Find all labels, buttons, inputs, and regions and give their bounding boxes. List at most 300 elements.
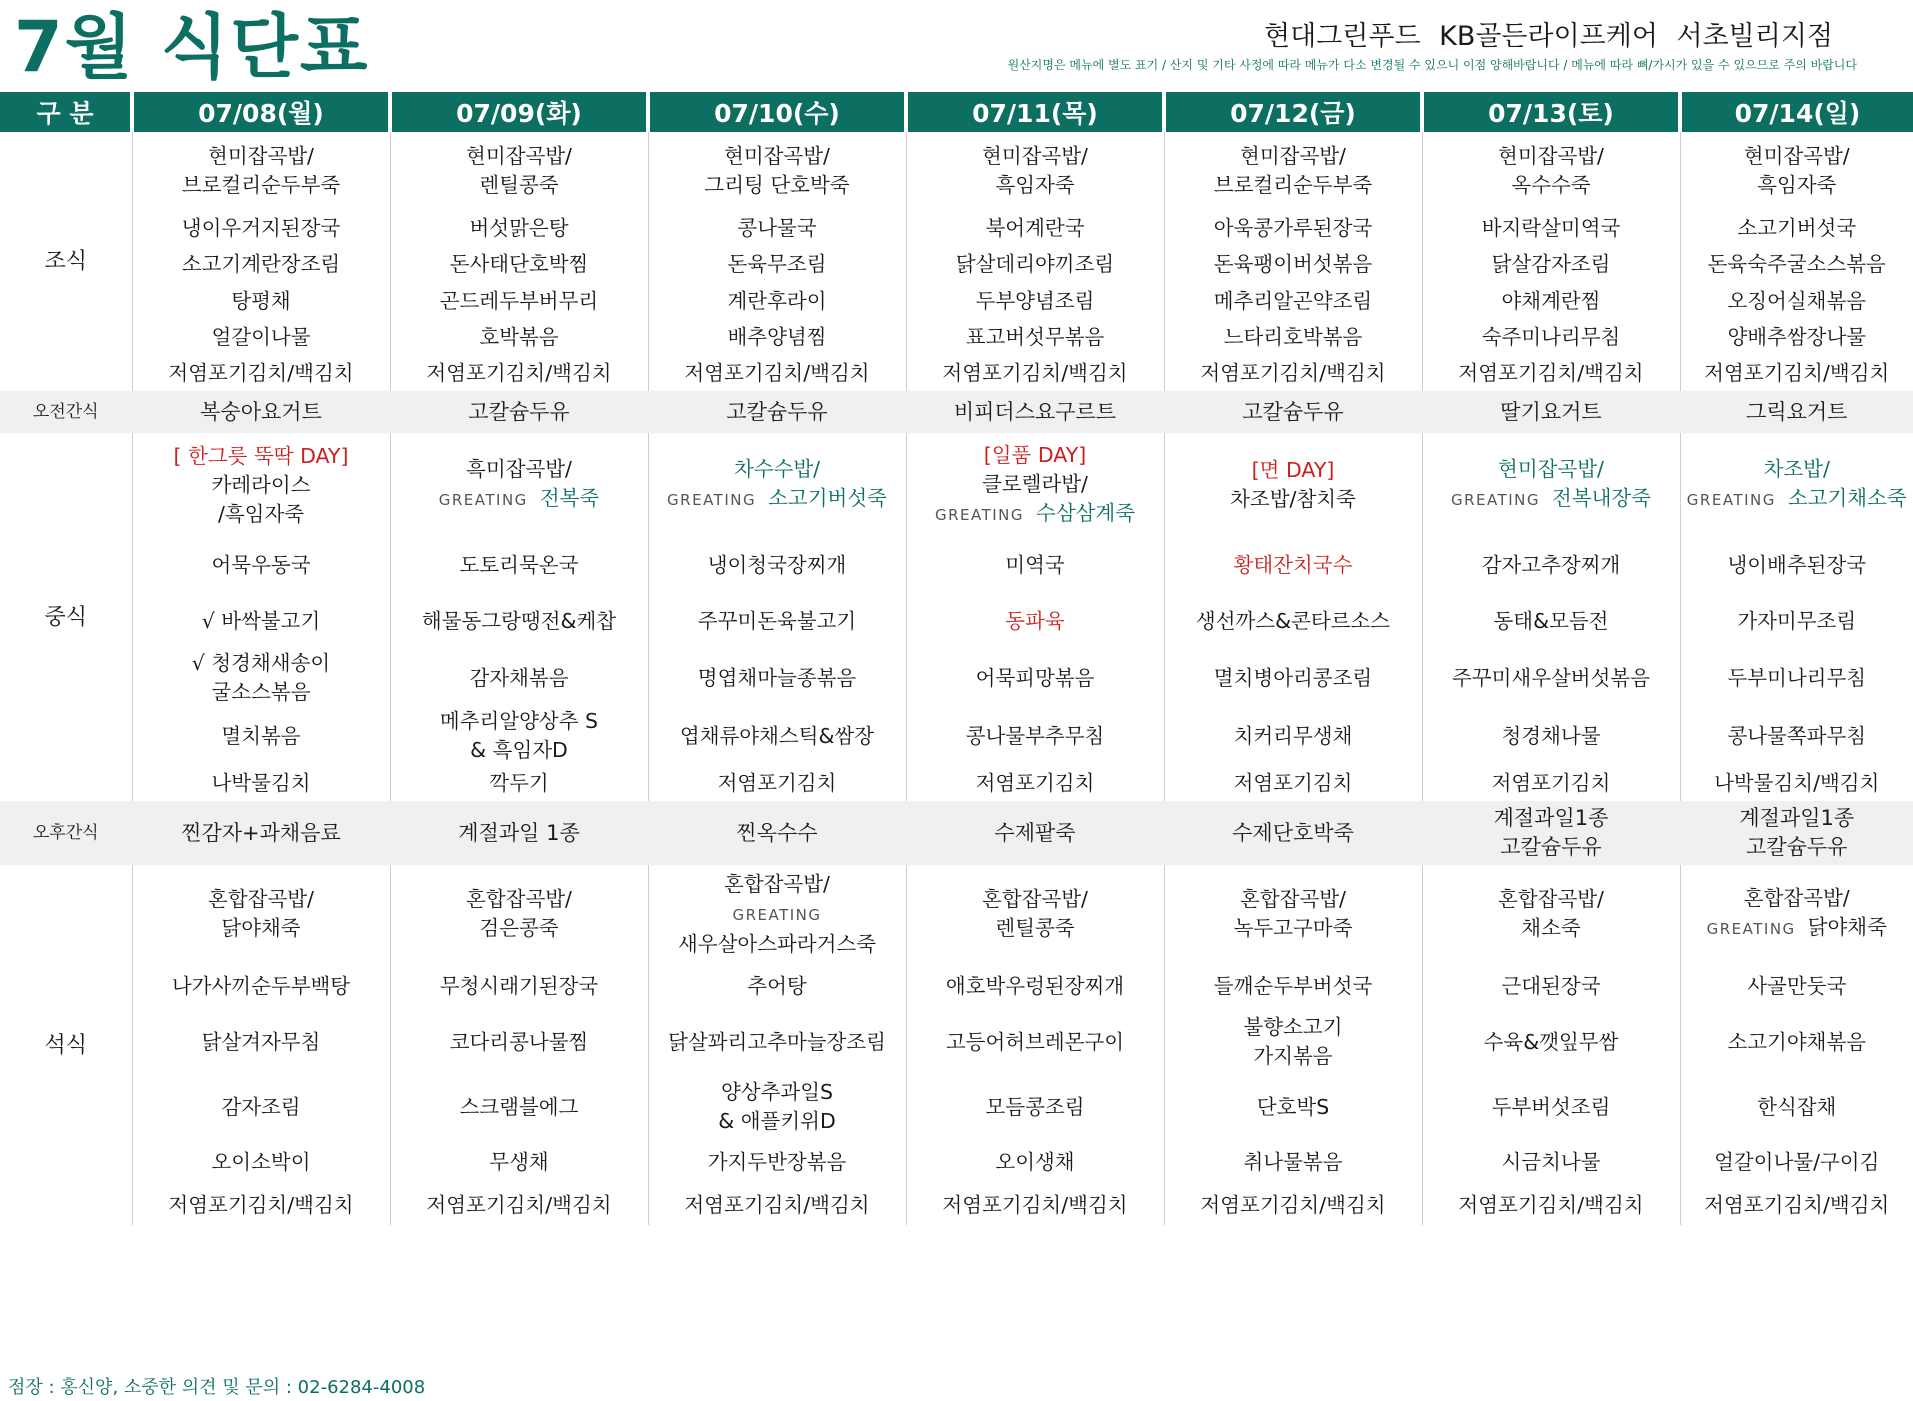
menu-cell (648, 865, 906, 963)
menu-text: 비피더스요구르트 (953, 399, 1117, 424)
dinner-item-row (0, 963, 1913, 1009)
menu-line (133, 819, 390, 848)
menu-cell (1680, 246, 1913, 283)
menu-text: 저염포기김치 (975, 770, 1095, 795)
menu-line (1423, 142, 1680, 171)
menu-text: 전복죽 (539, 486, 600, 510)
menu-line (1423, 250, 1680, 279)
menu-text: 렌틸콩죽 (995, 916, 1075, 940)
menu-cell (390, 1185, 648, 1225)
menu-text: 찐옥수수 (736, 820, 818, 845)
menu-line (391, 1093, 648, 1122)
menu-cell (906, 801, 1164, 865)
menu-text: 가지볶음 (1253, 1044, 1333, 1068)
menu-line (649, 870, 906, 899)
menu-line (133, 500, 390, 529)
menu-cell (390, 433, 648, 537)
menu-cell (648, 1009, 906, 1075)
menu-text: 돈사태단호박찜 (449, 252, 589, 276)
menu-text: 바지락살미역국 (1481, 215, 1621, 240)
menu-cell (1164, 593, 1422, 649)
greating-logo: GREATING (1706, 920, 1796, 938)
menu-text: 현미잡곡밥/ (1498, 457, 1604, 481)
menu-line (133, 359, 390, 388)
menu-line (907, 250, 1164, 279)
menu-line (1165, 1191, 1422, 1220)
menu-line (133, 471, 390, 500)
menu-text: 렌틸콩죽 (479, 173, 559, 197)
menu-cell (648, 319, 906, 355)
menu-text: 닭살겨자무침 (201, 1029, 321, 1054)
menu-line (649, 323, 906, 352)
menu-text: 저염포기김치/백김치 (426, 360, 612, 385)
menu-cell (906, 210, 1164, 246)
menu-line (1681, 769, 1913, 798)
menu-line (133, 142, 390, 171)
menu-text: 야채계란찜 (1501, 288, 1601, 313)
menu-text: 저염포기김치 (1491, 770, 1611, 795)
menu-text: & 애플키위D (718, 1109, 836, 1133)
greating-logo: GREATING (667, 491, 757, 509)
menu-line (391, 707, 648, 736)
menu-cell (648, 283, 906, 319)
menu-line (907, 441, 1164, 470)
menu-text: 들깨순두부버섯국 (1213, 973, 1373, 998)
menu-text: 브로컬리순두부죽 (1213, 173, 1373, 197)
menu-text: 코다리콩나물찜 (449, 1029, 589, 1054)
menu-text: 오이소박이 (211, 1149, 311, 1174)
menu-cell (1680, 593, 1913, 649)
menu-cell (132, 210, 390, 246)
menu-text: 애호박우렁된장찌개 (945, 973, 1125, 998)
menu-cell (906, 649, 1164, 707)
menu-text: 현미잡곡밥/ (724, 144, 830, 168)
dinner-item-row (0, 1139, 1913, 1185)
menu-line (907, 722, 1164, 751)
menu-cell (1680, 391, 1913, 433)
meal-label: 오전간식 (0, 391, 132, 433)
menu-text: 어묵피망볶음 (975, 665, 1095, 690)
menu-line (649, 1148, 906, 1177)
menu-line (391, 914, 648, 943)
menu-line (1423, 287, 1680, 316)
menu-line (649, 1078, 906, 1107)
menu-line (907, 359, 1164, 388)
menu-line (1165, 287, 1422, 316)
menu-cell (1164, 246, 1422, 283)
menu-line (649, 819, 906, 848)
menu-cell (1422, 319, 1680, 355)
menu-text: 돈육팽이버섯볶음 (1213, 252, 1373, 276)
menu-cell (1680, 1185, 1913, 1225)
menu-line (907, 1148, 1164, 1177)
menu-text: 명엽채마늘종볶음 (697, 665, 857, 690)
menu-text: 깍두기 (489, 770, 549, 795)
menu-text: 얼갈이나물/구이김 (1714, 1149, 1880, 1174)
menu-line (133, 323, 390, 352)
menu-text: 스크램블에그 (459, 1094, 579, 1119)
menu-cell (648, 433, 906, 537)
menu-cell (132, 707, 390, 765)
menu-text: 엽채류야채스틱&쌈장 (679, 723, 875, 748)
menu-line (1681, 884, 1913, 913)
menu-line (1165, 972, 1422, 1001)
page-title: 7월 식단표 (14, 6, 370, 88)
menu-cell (1422, 391, 1680, 433)
menu-line (649, 664, 906, 693)
menu-cell (648, 246, 906, 283)
day-header: 07/13(토) (1422, 92, 1680, 132)
menu-text: 배추양념찜 (727, 324, 827, 349)
menu-text: 냉이청국장찌개 (707, 552, 847, 577)
menu-text: 소고기채소죽 (1787, 486, 1907, 510)
dinner-item-row (0, 1009, 1913, 1075)
menu-line (1681, 171, 1913, 200)
menu-cell (648, 593, 906, 649)
menu-text: 고칼슘두유 (1746, 835, 1848, 859)
menu-line (1423, 1028, 1680, 1057)
pm-snack-row (0, 801, 1913, 865)
menu-cell (648, 707, 906, 765)
menu-cell (906, 865, 1164, 963)
menu-text: 현미잡곡밥/ (1498, 144, 1604, 168)
menu-text: 혼합잡곡밥/ (724, 871, 830, 896)
menu-cell (1164, 210, 1422, 246)
menu-text: & 흑임자D (470, 738, 568, 762)
menu-text: 클로렐라밥/ (982, 471, 1088, 496)
menu-line (649, 359, 906, 388)
menu-line (133, 1148, 390, 1177)
menu-cell (132, 1075, 390, 1139)
menu-line (1165, 398, 1422, 427)
menu-cell (1164, 537, 1422, 593)
menu-text: √ 청경채새송이 (191, 651, 331, 675)
menu-line (1423, 664, 1680, 693)
menu-text: 그릭요거트 (1746, 399, 1848, 424)
menu-text: 현미잡곡밥/ (466, 144, 572, 168)
menu-line (907, 142, 1164, 171)
menu-line (391, 484, 648, 515)
menu-cell (1680, 210, 1913, 246)
menu-cell (1680, 433, 1913, 537)
menu-line (649, 930, 906, 959)
menu-text: 수제팥죽 (994, 820, 1076, 845)
menu-cell (1164, 355, 1422, 391)
menu-text: 수제단호박죽 (1232, 820, 1354, 845)
menu-text: 고칼슘두유 (726, 399, 828, 424)
menu-cell (1680, 707, 1913, 765)
menu-line (391, 551, 648, 580)
menu-line (1681, 804, 1913, 833)
menu-line (133, 649, 390, 678)
menu-cell (906, 1009, 1164, 1075)
menu-cell (1164, 765, 1422, 801)
lunch-item-row (0, 649, 1913, 707)
menu-line (649, 1107, 906, 1136)
menu-line (1423, 607, 1680, 636)
menu-cell (1422, 801, 1680, 865)
menu-cell (390, 391, 648, 433)
menu-cell (648, 963, 906, 1009)
menu-cell (132, 283, 390, 319)
menu-line (649, 455, 906, 484)
menu-line (649, 899, 906, 930)
menu-line (907, 171, 1164, 200)
menu-line (391, 455, 648, 484)
menu-line (1423, 769, 1680, 798)
menu-line (1681, 607, 1913, 636)
menu-text: 찐감자+과채음료 (181, 820, 341, 845)
menu-line (1423, 972, 1680, 1001)
menu-text: 브로컬리순두부죽 (181, 173, 341, 197)
menu-cell (390, 707, 648, 765)
menu-text: 복숭아요거트 (200, 399, 322, 424)
menu-cell (1680, 355, 1913, 391)
menu-line (1165, 664, 1422, 693)
menu-cell (906, 707, 1164, 765)
menu-line (1423, 171, 1680, 200)
menu-text: 혼합잡곡밥/ (1743, 886, 1850, 910)
menu-text: 저염포기김치/백김치 (1200, 360, 1386, 385)
menu-text: 저염포기김치/백김치 (168, 1192, 354, 1217)
menu-cell (132, 433, 390, 537)
menu-cell (132, 537, 390, 593)
menu-text: 청경채나물 (1501, 723, 1601, 748)
menu-text: 흑미잡곡밥/ (466, 457, 572, 481)
menu-line (133, 214, 390, 243)
menu-cell (1164, 801, 1422, 865)
menu-cell (132, 1185, 390, 1225)
menu-line (1165, 722, 1422, 751)
menu-line (391, 607, 648, 636)
menu-text: 한식잡채 (1757, 1094, 1837, 1119)
menu-cell (648, 765, 906, 801)
menu-line (391, 142, 648, 171)
menu-text: 계절과일 1종 (458, 820, 580, 845)
menu-cell (1422, 355, 1680, 391)
menu-line (1165, 1042, 1422, 1071)
menu-line (1681, 250, 1913, 279)
menu-cell (648, 649, 906, 707)
lunch-item-row (0, 765, 1913, 801)
menu-text: 멸치병아리콩조림 (1213, 665, 1373, 690)
day-header: 07/11(목) (906, 92, 1164, 132)
menu-cell (1422, 246, 1680, 283)
menu-cell (1422, 765, 1680, 801)
menu-text: 그리팅 단호박죽 (704, 173, 850, 197)
menu-line (1681, 484, 1913, 515)
menu-text: 저염포기김치/백김치 (1458, 360, 1644, 385)
greating-logo: GREATING (934, 505, 1025, 524)
menu-line (133, 769, 390, 798)
greating-logo: GREATING (1686, 491, 1776, 509)
menu-line (1423, 359, 1680, 388)
menu-text: √ 바싹불고기 (201, 608, 321, 633)
lunch-item-row (0, 593, 1913, 649)
menu-text: 옥수수죽 (1511, 173, 1591, 197)
menu-text: 소고기계란장조림 (181, 252, 341, 276)
menu-text: 두부미나리무침 (1727, 665, 1867, 690)
menu-cell (390, 132, 648, 210)
menu-line (907, 607, 1164, 636)
menu-text: 콩나물쪽파무침 (1727, 723, 1867, 748)
menu-cell (1164, 1185, 1422, 1225)
menu-text: 차조밥/참치죽 (1230, 487, 1356, 511)
menu-line (1423, 914, 1680, 943)
menu-line (133, 972, 390, 1001)
menu-line (1681, 913, 1913, 944)
menu-line (1681, 664, 1913, 693)
menu-cell (1422, 1185, 1680, 1225)
menu-line (391, 1028, 648, 1057)
menu-cell (1164, 132, 1422, 210)
menu-line (907, 769, 1164, 798)
menu-text: 두부버섯조림 (1491, 1094, 1611, 1119)
menu-text: 저염포기김치/백김치 (684, 360, 870, 385)
menu-line (1165, 819, 1422, 848)
menu-line (649, 142, 906, 171)
menu-text: 저염포기김치 (1233, 770, 1353, 795)
menu-line (1165, 914, 1422, 943)
menu-text: 돈육숙주굴소스볶음 (1707, 252, 1886, 276)
menu-line (649, 214, 906, 243)
menu-text: 소고기야채볶음 (1727, 1029, 1867, 1054)
day-header-row (0, 92, 1913, 132)
greating-logo: GREATING (732, 905, 822, 924)
menu-line (1681, 398, 1913, 427)
menu-text: 혼합잡곡밥/ (466, 887, 572, 911)
menu-cell (132, 355, 390, 391)
menu-cell (1680, 865, 1913, 963)
menu-cell (132, 963, 390, 1009)
menu-text: 차조밥/ (1763, 457, 1830, 481)
menu-line (1165, 1093, 1422, 1122)
menu-line (133, 398, 390, 427)
menu-text: [ 한그릇 뚝딱 DAY] (173, 443, 349, 468)
menu-text: 사골만둣국 (1747, 973, 1847, 998)
menu-text: 새우살아스파라거스죽 (677, 931, 877, 956)
menu-line (391, 769, 648, 798)
menu-text: 고칼슘두유 (468, 399, 570, 424)
menu-text: 현미잡곡밥/ (1240, 144, 1346, 168)
menu-line (649, 398, 906, 427)
menu-text: 나가사끼순두부백탕 (171, 973, 351, 998)
menu-text: 닭야채죽 (1807, 915, 1887, 939)
day-header: 07/14(일) (1680, 92, 1913, 132)
menu-cell (906, 319, 1164, 355)
menu-line (1165, 485, 1422, 514)
menu-line (1423, 551, 1680, 580)
menu-text: 녹두고구마죽 (1233, 916, 1353, 940)
menu-text: 치커리무생채 (1233, 723, 1353, 748)
menu-line (391, 1191, 648, 1220)
menu-cell (390, 355, 648, 391)
menu-cell (1422, 707, 1680, 765)
menu-cell (1164, 433, 1422, 537)
menu-text: 양배추쌈장나물 (1727, 324, 1867, 349)
menu-text: 닭살꽈리고추마늘장조림 (668, 1029, 886, 1054)
menu-text: 닭살데리야끼조림 (955, 252, 1115, 276)
menu-text: 불향소고기 (1243, 1015, 1343, 1039)
dinner-item-row (0, 1075, 1913, 1139)
menu-text: 주꾸미돈육불고기 (697, 608, 857, 633)
menu-cell (1422, 593, 1680, 649)
breakfast-item-row (0, 210, 1913, 246)
menu-cell (132, 132, 390, 210)
breakfast-item-row (0, 283, 1913, 319)
menu-cell (132, 391, 390, 433)
am-snack-row (0, 391, 1913, 433)
menu-cell (390, 801, 648, 865)
footer-contact: 점장 : 홍신양, 소중한 의견 및 문의 : 02-6284-4008 (8, 1377, 426, 1398)
menu-cell (1422, 132, 1680, 210)
menu-cell (1680, 132, 1913, 210)
menu-line (1681, 972, 1913, 1001)
menu-cell (1680, 319, 1913, 355)
menu-cell (906, 283, 1164, 319)
menu-line (649, 287, 906, 316)
menu-text: 저염포기김치/백김치 (1704, 360, 1890, 385)
menu-text: 혼합잡곡밥/ (982, 887, 1088, 911)
menu-line (1423, 833, 1680, 862)
menu-cell (906, 433, 1164, 537)
menu-line (391, 398, 648, 427)
menu-cell (1164, 707, 1422, 765)
menu-cell (1422, 433, 1680, 537)
menu-text: 고칼슘두유 (1500, 835, 1602, 859)
menu-cell (390, 1139, 648, 1185)
menu-line (1423, 323, 1680, 352)
menu-line (133, 1093, 390, 1122)
menu-line (1423, 484, 1680, 515)
menu-line (907, 470, 1164, 499)
menu-cell (1422, 963, 1680, 1009)
menu-line (907, 214, 1164, 243)
menu-line (391, 323, 648, 352)
menu-line (391, 972, 648, 1001)
menu-line (907, 551, 1164, 580)
menu-text: 곤드레두부버무리 (439, 288, 599, 313)
menu-line (133, 914, 390, 943)
menu-cell (132, 246, 390, 283)
menu-cell (132, 593, 390, 649)
menu-line (1681, 1093, 1913, 1122)
menu-line (907, 885, 1164, 914)
menu-cell (1422, 649, 1680, 707)
menu-cell (1164, 865, 1422, 963)
menu-cell (390, 865, 648, 963)
menu-line (391, 885, 648, 914)
greating-logo: GREATING (1450, 491, 1541, 509)
menu-text: 감자고추장찌개 (1481, 552, 1621, 577)
menu-cell (132, 1139, 390, 1185)
menu-cell (132, 865, 390, 963)
menu-text: 콩나물국 (737, 215, 817, 240)
menu-line (649, 769, 906, 798)
menu-line (1423, 1148, 1680, 1177)
menu-line (1423, 722, 1680, 751)
menu-line (907, 664, 1164, 693)
menu-cell (1422, 210, 1680, 246)
menu-cell (1422, 283, 1680, 319)
menu-line (907, 287, 1164, 316)
menu-text: 나박물김치 (211, 770, 311, 795)
menu-line (391, 1148, 648, 1177)
menu-text: 돈육무조림 (727, 252, 827, 276)
menu-text: 현미잡곡밥/ (1743, 144, 1850, 168)
menu-text: 고칼슘두유 (1242, 399, 1344, 424)
menu-text: 냉이우거지된장국 (181, 215, 341, 240)
